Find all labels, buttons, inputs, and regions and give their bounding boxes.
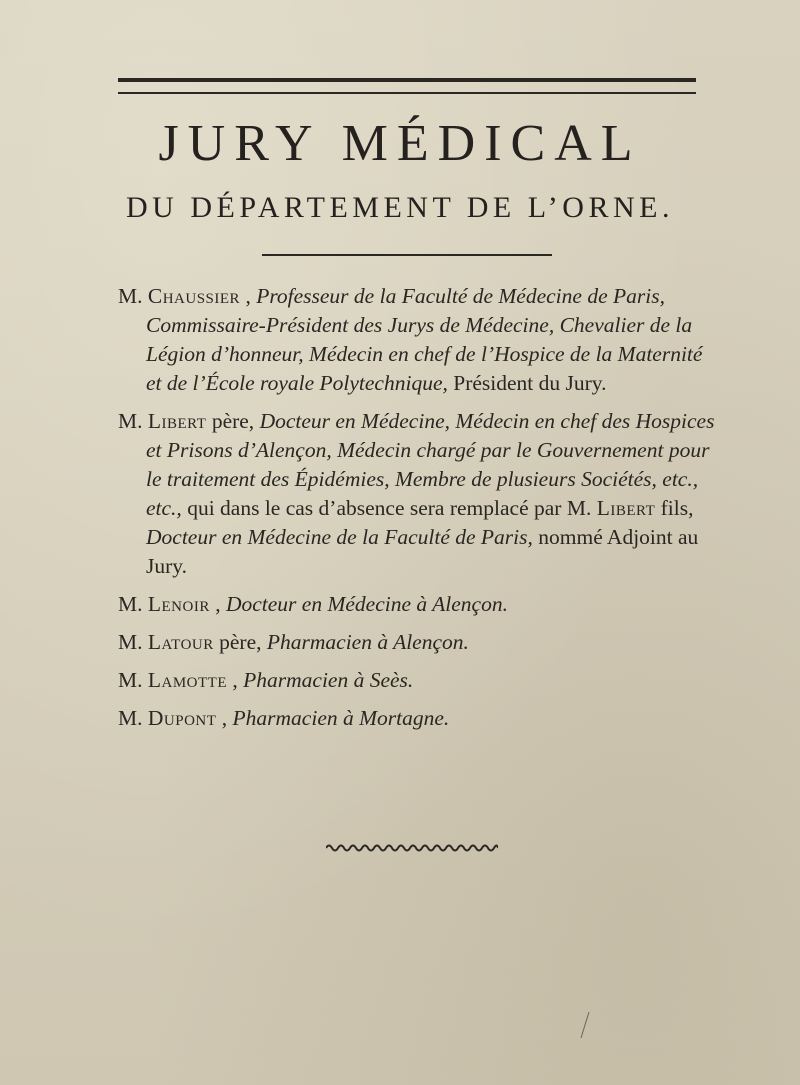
- member-name: Chaussier: [147, 284, 241, 308]
- entry-connector: ,: [209, 592, 226, 616]
- entry-prefix: M.: [118, 592, 148, 616]
- section-rule: [262, 254, 552, 256]
- entry-connector: ,: [240, 284, 257, 308]
- substitute-name: Libert: [596, 496, 656, 520]
- member-name: Lamotte: [147, 668, 227, 692]
- member-entry-dupont: [118, 704, 718, 733]
- member-titles: Pharmacien à Seès.: [243, 668, 414, 692]
- member-entry-libert: [118, 407, 718, 581]
- pencil-mark: [575, 1010, 595, 1040]
- member-titles: Docteur en Médecine, Médecin en chef des Hospices et Prisons d’Alençon, Médecin chargé par le Gouvernement pour le traitement des Épidémies, Membre de plusieurs Sociétés, etc., etc.,: [146, 409, 715, 520]
- member-name: Lenoir: [147, 592, 210, 616]
- member-titles: Pharmacien à Alençon.: [266, 630, 469, 654]
- entry-prefix: M.: [118, 668, 148, 692]
- member-titles: Professeur de la Faculté de Médecine de Paris, Commissaire-Président des Jurys de Médecine, Chevalier de la Légion d’honneur, Médecin en chef de l’Hospice de la Maternité et de l’École royale Polytechnique,: [146, 284, 703, 395]
- member-entry-chaussier: [118, 282, 718, 398]
- document-subtitle: DU DÉPARTEMENT DE L’ORNE.: [126, 191, 674, 224]
- member-entry-latour: [118, 628, 718, 657]
- member-substitute-note: qui dans le cas d’absence sera remplacé par M.: [181, 496, 597, 520]
- substitute-connector: fils,: [655, 496, 694, 520]
- member-name: Latour: [147, 630, 214, 654]
- top-double-rule: [118, 78, 696, 94]
- entry-connector: père,: [213, 630, 267, 654]
- jury-member-list: [118, 282, 718, 742]
- entry-prefix: M.: [118, 706, 148, 730]
- entry-connector: père,: [206, 409, 260, 433]
- wavy-ornament: [326, 843, 498, 853]
- entry-prefix: M.: [118, 284, 148, 308]
- entry-connector: ,: [216, 706, 233, 730]
- entry-prefix: M.: [118, 630, 148, 654]
- member-entry-lenoir: [118, 590, 718, 619]
- member-titles: Docteur en Médecine à Alençon.: [225, 592, 508, 616]
- member-role: Président du Jury.: [447, 371, 607, 395]
- member-titles: Pharmacien à Mortagne.: [232, 706, 450, 730]
- entry-connector: ,: [227, 668, 244, 692]
- entry-prefix: M.: [118, 409, 148, 433]
- document-title: JURY MÉDICAL: [158, 115, 642, 172]
- substitute-role: nommé Adjoint au Jury.: [146, 525, 699, 578]
- member-name: Dupont: [147, 706, 217, 730]
- substitute-titles: Docteur en Médecine de la Faculté de Paris,: [146, 525, 533, 549]
- member-entry-lamotte: [118, 666, 718, 695]
- member-name: Libert: [147, 409, 207, 433]
